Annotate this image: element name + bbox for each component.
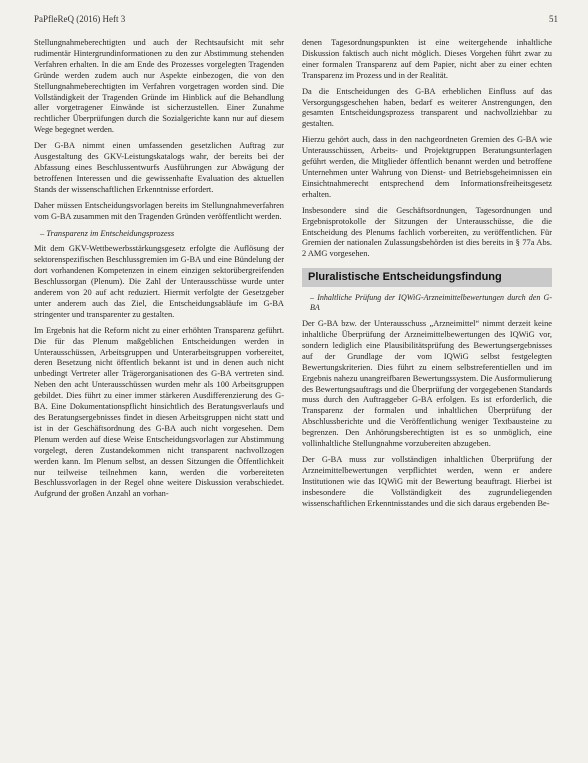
paragraph: Insbesondere sind die Geschäftsordnungen, Tagesordnungen und Ergebnisprotokolle der Sitzungen der Unterausschüsse, die die Entscheidung des Plenums fachlich vorbereiten, zu veröffentlichen. Für Gremien der nationalen Zulassungsbehörden ist dies bereits in § 77a Abs. 2 AMG vorgesehen. [302,205,552,259]
paragraph: Stellungnahmeberechtigten und auch der Rechtsaufsicht mit sehr rudimentär Hintergrundinformationen zu den zur Abstimmung stehenden Verfahren erhalten. In die am Ende des Prozesses vorgelegten Tragenden Gründe werden zudem auch nur Aspekte einbezogen, die von den Stellungnahmeberechtigten im Verfahren vorgetragen worden sind. Die Vollständigkeit der Tragenden Gründe im Hinblick auf die Behandlung aller vorgetragener Einwände ist sicherzustellen. Einer Zunahme rechtlicher Überprüfungen durch die Sozialgerichte kann nur auf diesem Wege begegnet werden. [34,38,284,135]
paragraph: Der G-BA nimmt einen umfassenden gesetzlichen Auftrag zur Ausgestaltung des GKV-Leistungskatalogs wahr, der bereits bei der Abfassung eines Beschlussentwurfs Ausführungen zur Abwägung der betroffenen Interessen und die gewissenhafte Evaluation des aktuellen Stands der wissenschaftlichen Erkenntnisse erfordert. [34,141,284,194]
paragraph: Da die Entscheidungen des G-BA erheblichen Einfluss auf das Versorgungsgeschehen haben, bedarf es weiterer Anstrengungen, den gesamten Entscheidungsprozess transparent und nachvollziehbar zu gestalten. [302,86,552,129]
paragraph: Der G-BA bzw. der Unterausschuss „Arzneimittel“ nimmt derzeit keine inhaltliche Überprüfung der Arzneimittelbewertungen des IQWiG vor, sondern lediglich eine Plausibilitätsprüfung des Bewertungsergebnisses auf der Grundlage der vom IQWiG selbst festgelegten Bewertungskriterien. Dies führt zu einem selbstreferentiellen und im Ergebnis nahezu unangreifbaren Bewertungssystem. Die Ausformulierung des Bewertungsauftrags und die Überprüfung der vorgegebenen Standards muss durch den Auftraggeber G-BA erfolgen. Es ist erforderlich, die Transparenz der formalen und inhaltlichen Überprüfung der Abschlussberichte und die Veröffentlichung weniger Textbausteine zu begrenzen. Den Anhörungsberechtigten ist es so unmöglich, eine vollinhaltliche Stellungnahme vorzubereiten abzugeben. [302,319,552,449]
subheading: – Transparenz im Entscheidungsprozess [40,228,175,238]
left-column [34,38,284,505]
page-number: 51 [549,14,558,24]
subheading: – Inhaltliche Prüfung der IQWiG-Arzneimittelbewertungen durch den G-BA [310,293,552,313]
journal-reference: PaPfleReQ (2016) Heft 3 [34,14,126,24]
paragraph: Im Ergebnis hat die Reform nicht zu einer erhöhten Transparenz geführt. Die für das Plenum maßgeblichen Entscheidungen werden in Unterausschüssen, Arbeitsgruppen und Unterarbeitsgruppen vorbereitet, deren Besetzung nicht öffentlich bekannt ist und in denen auch nicht unbedingt Vertreter aller Trägerorganisationen des G-BA vertreten sind. Neben den acht Unterausschüssen wurden mehr als 100 Arbeitsgruppen gebildet. Dies führt zu einer immer stärkeren Ausdifferenzierung des G-BA. Eine Dokumentationspflicht hinsichtlich des Beratungsverlaufs und des Beratungsergebnisses findet in diesen Arbeitsgruppen nicht statt und ist in der Geschäftsordnung des G-BA auch nicht vorgesehen. Dem Plenum werden auf diese Weise Entscheidungsvorlagen zur Abstimmung vorgelegt, deren Zustandekommen nicht transparent nachvollzogen werden kann. Im Plenum selbst, an dessen Sitzungen die Öffentlichkeit nur teilweise teilnehmen kann, werden die vorbereiteten Beschlussvorlagen in der Regel ohne weitere Diskussion verabschiedet. Aufgrund der großen Anzahl an vorhan- [34,325,284,499]
section-title: Pluralistische Entscheidungsfindung [302,268,552,287]
paragraph: Hierzu gehört auch, dass in den nachgeordneten Gremien des G-BA wie Unterausschüssen, Arbeits- und Projektgruppen Beratungsunterlagen geführt werden, die Mitglieder öffentlich benannt werden und betroffene Unternehmen unter Wahrung von Dienst- und Betriebsgeheimnissen ein Einsichtnahmerecht entsprechend dem Informationsfreiheitsgesetz erhalten. [302,135,552,199]
paragraph: Daher müssen Entscheidungsvorlagen bereits im Stellungnahmeverfahren vom G-BA zusammen mit den Tragenden Gründen veröffentlicht werden. [34,200,284,221]
paragraph: Mit dem GKV-Wettbewerbsstärkungsgesetz erfolgte die Auflösung der sektorenspezifischen Beschlussgremien im G-BA und eine Bündelung der dort vorhandenen Kompetenzen in einem einzigen sektorübergreifenden Beschlussorgan (Plenum). Die Zahl der Unterausschüsse wurde unter anderem von 20 auf acht reduziert. Hiermit verfolgte der Gesetzgeber unter anderem auch das Ziel, die Entscheidungsabläufe im G-BA stringenter und transparenter zu gestalten. [34,244,284,319]
paragraph: denen Tagesordnungspunkten ist eine weitergehende inhaltliche Diskussion faktisch auch nicht möglich. Dieses Vorgehen führt zwar zu einer formalen Transparenz auf dem Papier, nicht aber zu einer echten Transparenz im Prozess und in der Realität. [302,38,552,80]
right-column [302,38,552,515]
paragraph: Der G-BA muss zur vollständigen inhaltlichen Überprüfung der Arzneimittelbewertungen verpflichtet werden, wenn er andere Institutionen wie das IQWiG mit der Bewertung beauftragt. Hierbei ist insbesondere die Vollständigkeit des zugrundeliegenden wissenschaftlichen Erkenntnisstandes und die sich daraus ergebenden Be- [302,455,552,508]
page-header [34,14,558,28]
